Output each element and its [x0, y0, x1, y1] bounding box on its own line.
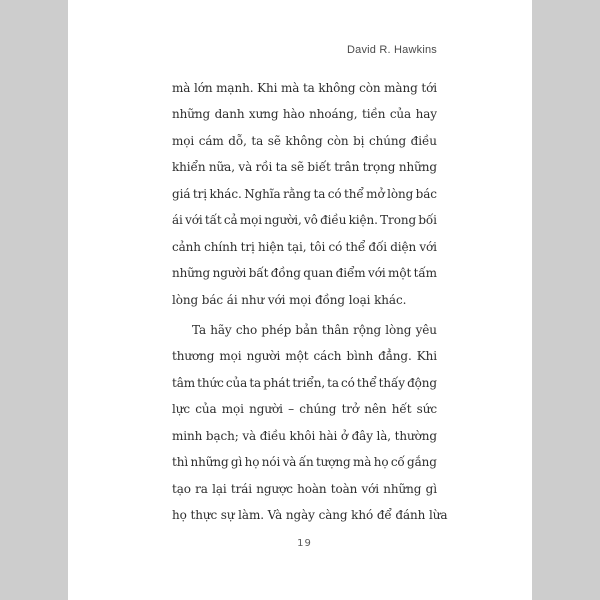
running-header: David R. Hawkins — [346, 44, 437, 56]
book-page — [68, 0, 532, 600]
text-line: mà lớn mạnh. Khi mà ta không còn màng tới — [172, 81, 437, 95]
text-block — [172, 75, 448, 528]
text-line: lực của mọi người – chúng trở nên hết sức — [172, 402, 437, 417]
text-line: tâm thức của ta phát triển, ta có thể thấy động — [172, 375, 437, 390]
text-line: ái với tất cả mọi người, vô điều kiện. Trong bối — [172, 213, 437, 228]
text-line: cảnh chính trị hiện tại, tôi có thể đối diện với — [172, 239, 437, 254]
text-line: giá trị khác. Nghĩa rằng ta có thể mở lòng bác — [172, 186, 437, 201]
text-line: khiển nữa, và rồi ta sẽ biết trân trọng những — [172, 160, 437, 175]
text-line: những người bất đồng quan điểm với một tấm — [172, 266, 437, 281]
text-line: họ thực sự làm. Và ngày càng khó để đánh lừa — [172, 508, 448, 522]
text-line: Ta hãy cho phép bản thân rộng lòng yêu — [192, 322, 437, 337]
text-line: những danh xưng hào nhoáng, tiền của hay — [172, 107, 437, 122]
paragraph-1 — [172, 75, 437, 313]
text-line: minh bạch; và điều khôi hài ở đây là, thường — [172, 428, 437, 443]
paragraph-2 — [172, 317, 448, 529]
text-line: mọi cám dỗ, ta sẽ không còn bị chúng điều — [172, 133, 437, 148]
text-line: tạo ra lại trái ngược hoàn toàn với những gì — [172, 481, 437, 496]
text-line: lòng bác ái như với mọi đồng loại khác. — [172, 292, 407, 307]
page-number: 19 — [297, 538, 312, 549]
text-line: thì những gì họ nói và ấn tượng mà họ cố gắng — [172, 455, 437, 470]
text-line: thương mọi người một cách bình đẳng. Khi — [172, 349, 437, 364]
